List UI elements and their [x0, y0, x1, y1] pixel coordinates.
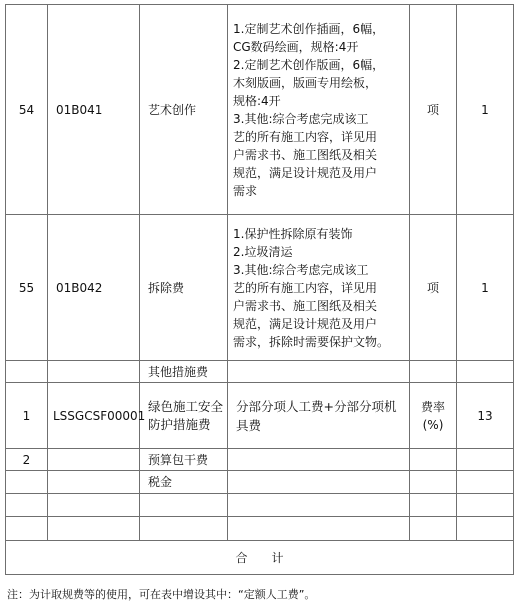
table-row [6, 361, 514, 383]
description-line: 规范，满足设计规范及用户 [233, 165, 378, 180]
item-name: 预算包干费 [140, 449, 228, 471]
empty-cell [410, 517, 457, 541]
empty-cell [228, 471, 410, 494]
empty-cell [6, 517, 48, 541]
empty-cell [140, 517, 228, 541]
item-description [228, 215, 410, 361]
empty-cell [410, 361, 457, 383]
item-unit: 项 [410, 5, 457, 215]
description-line: 1.定制艺术创作插画，6幅， [233, 21, 385, 36]
description-line: 1.保护性拆除原有装饰 [233, 226, 353, 241]
empty-cell [6, 361, 48, 383]
empty-cell [457, 517, 514, 541]
description-line: 2.定制艺术创作版画，6幅， [233, 57, 385, 72]
item-code: 01B042 [48, 215, 140, 361]
item-code: LSSGCSF00001 [48, 383, 140, 449]
description-line: 需求，拆除时需要保护文物。 [233, 334, 390, 349]
section-heading: 其他措施费 [140, 361, 228, 383]
empty-cell [6, 494, 48, 517]
total-row [6, 541, 514, 575]
bill-table [5, 4, 514, 575]
description-line: 木刻版画，版画专用绘板， [233, 75, 378, 90]
empty-cell [410, 471, 457, 494]
total-label-right: 计 [271, 550, 284, 565]
empty-cell [228, 449, 410, 471]
table-row [6, 494, 514, 517]
table-row [6, 517, 514, 541]
total-label-left: 合 [235, 550, 248, 565]
item-code: 01B041 [48, 5, 140, 215]
empty-cell [48, 361, 140, 383]
row-number: 55 [6, 215, 48, 361]
item-unit: 项 [410, 215, 457, 361]
description-line: 户需求书、施工图纸及相关 [233, 298, 378, 313]
description-line: CG数码绘画，规格:4开 [233, 39, 359, 54]
description-line: 需求 [233, 183, 258, 198]
empty-cell [228, 517, 410, 541]
table-row [6, 215, 514, 361]
item-name: 绿色施工安全防护措施费 [140, 383, 228, 449]
total-label [6, 541, 514, 575]
description-line: 艺的所有施工内容，详见用 [233, 280, 378, 295]
empty-cell [457, 449, 514, 471]
table-row [6, 471, 514, 494]
empty-cell [457, 471, 514, 494]
empty-cell [48, 471, 140, 494]
item-description [228, 5, 410, 215]
empty-cell [457, 361, 514, 383]
rate-value: 13 [457, 383, 514, 449]
description-line: 户需求书、施工图纸及相关 [233, 147, 378, 162]
table-row [6, 5, 514, 215]
empty-cell [48, 449, 140, 471]
empty-cell [140, 494, 228, 517]
rate-label: 费率(%) [410, 383, 457, 449]
description-line: 3.其他:综合考虑完成该工 [233, 111, 369, 126]
row-number: 54 [6, 5, 48, 215]
calculation-basis: 分部分项人工费+分部分项机具费 [228, 383, 410, 449]
footnote: 注：为计取规费等的使用，可在表中增设其中：“定额人工费”。 [7, 588, 316, 601]
description-line: 规格:4开 [233, 93, 281, 108]
description-line: 艺的所有施工内容，详见用 [233, 129, 378, 144]
description-line: 2.垃圾清运 [233, 244, 293, 259]
empty-cell [6, 471, 48, 494]
empty-cell [48, 494, 140, 517]
description-line: 规范，满足设计规范及用户 [233, 316, 378, 331]
row-number: 2 [6, 449, 48, 471]
item-name: 艺术创作 [140, 5, 228, 215]
item-name: 税金 [140, 471, 228, 494]
description-line: 3.其他:综合考虑完成该工 [233, 262, 369, 277]
table-row [6, 383, 514, 449]
item-name: 拆除费 [140, 215, 228, 361]
row-number: 1 [6, 383, 48, 449]
item-quantity: 1 [457, 5, 514, 215]
empty-cell [457, 494, 514, 517]
item-quantity: 1 [457, 215, 514, 361]
empty-cell [228, 361, 410, 383]
empty-cell [228, 494, 410, 517]
empty-cell [48, 517, 140, 541]
empty-cell [410, 449, 457, 471]
empty-cell [410, 494, 457, 517]
table-row [6, 449, 514, 471]
